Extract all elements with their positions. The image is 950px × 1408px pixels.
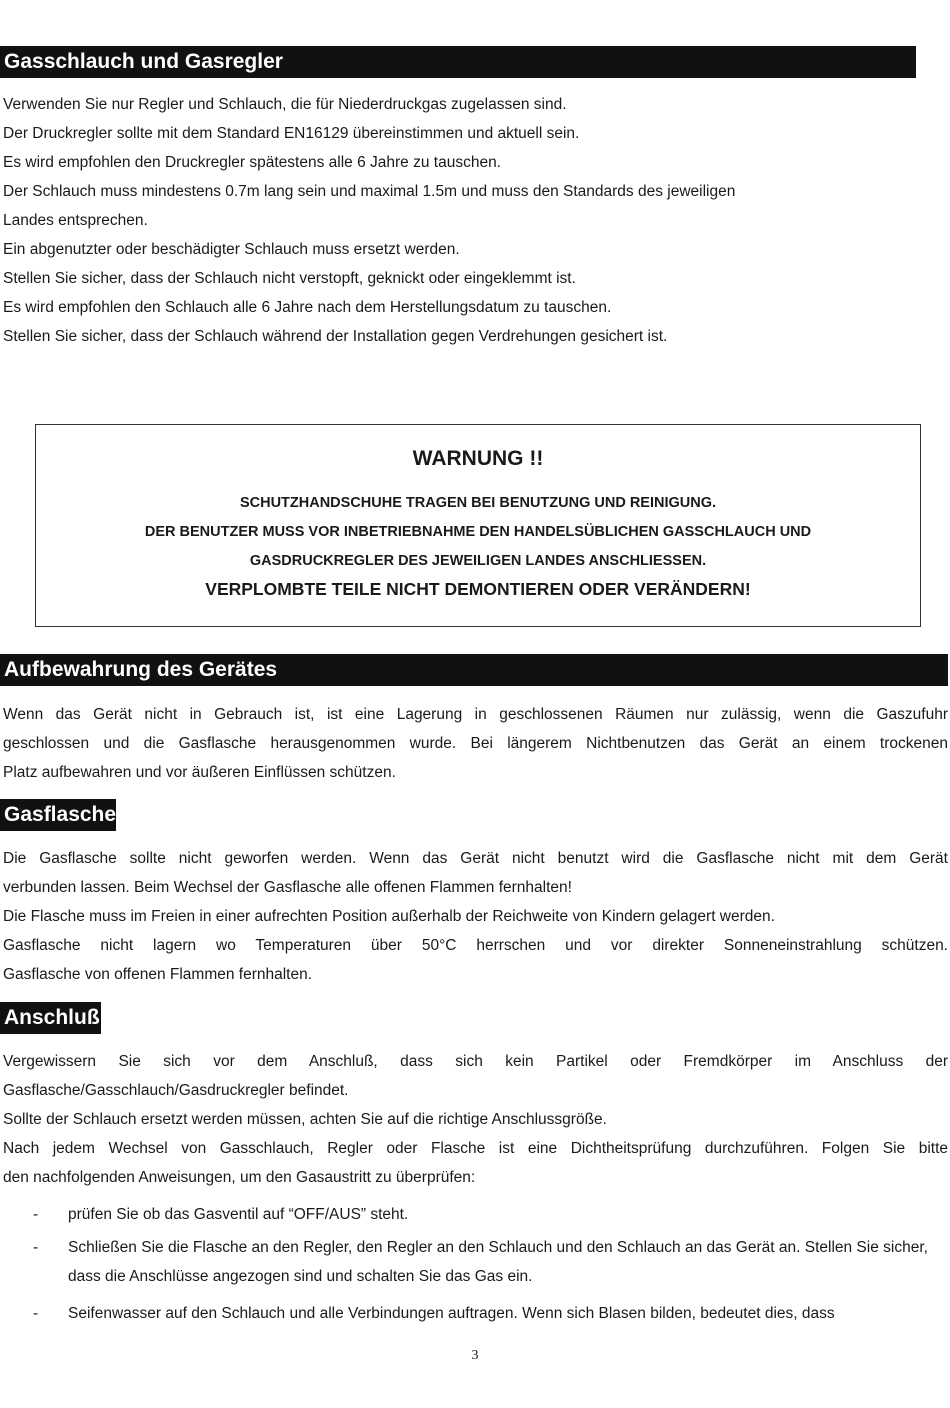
- paragraph-line: Ein abgenutzter oder beschädigter Schlauch muss ersetzt werden.: [3, 241, 460, 258]
- warning-title: WARNUNG !!: [412, 447, 544, 470]
- list-item: [0, 1299, 948, 1328]
- list-item: [0, 1233, 948, 1291]
- section-body-gasschlauch: [3, 90, 948, 351]
- paragraph-line: Vergewissern Sie sich vor dem Anschluß, dass sich kein Partikel oder Fremdkörper im Anschluss der: [3, 1053, 948, 1070]
- section-heading-gasflasche: Gasflasche: [0, 799, 116, 831]
- paragraph-line: Verwenden Sie nur Regler und Schlauch, die für Niederdruckgas zugelassen sind.: [3, 96, 567, 113]
- paragraph-line: Platz aufbewahren und vor äußeren Einflüssen schützen.: [3, 764, 396, 781]
- paragraph-line: Die Flasche muss im Freien in einer aufrechten Position außerhalb der Reichweite von Kindern gelagert werden.: [3, 908, 775, 925]
- paragraph-line: Wenn das Gerät nicht in Gebrauch ist, ist eine Lagerung in geschlossenen Räumen nur zulässig, wenn die Gaszufuhr: [3, 706, 948, 723]
- warning-line-emphasis: VERPLOMBTE TEILE NICHT DEMONTIEREN ODER VERÄNDERN!: [205, 579, 751, 599]
- paragraph-line: Der Schlauch muss mindestens 0.7m lang sein und maximal 1.5m und muss den Standards des jeweiligen: [3, 183, 736, 200]
- paragraph-line: Die Gasflasche sollte nicht geworfen werden. Wenn das Gerät nicht benutzt wird die Gasflasche nicht mit dem Gerät: [3, 850, 948, 867]
- paragraph-line: Gasflasche/Gasschlauch/Gasdruckregler befindet.: [3, 1082, 349, 1099]
- paragraph-line: Sollte der Schlauch ersetzt werden müssen, achten Sie auf die richtige Anschlussgröße.: [3, 1111, 607, 1128]
- paragraph-line: Der Druckregler sollte mit dem Standard EN16129 übereinstimmen und aktuell sein.: [3, 125, 580, 142]
- paragraph-line: Landes entsprechen.: [3, 212, 148, 229]
- section-body-gasflasche: [3, 844, 948, 989]
- page-number: 3: [471, 1348, 479, 1363]
- bullet-dash: -: [33, 1305, 39, 1322]
- section-heading-anschluss: Anschluß: [0, 1002, 101, 1034]
- paragraph-line: Stellen Sie sicher, dass der Schlauch während der Installation gegen Verdrehungen gesichert ist.: [3, 328, 668, 345]
- paragraph-line: Gasflasche nicht lagern wo Temperaturen über 50°C herrschen und vor direkter Sonneneinstrahlung schützen.: [3, 937, 948, 954]
- paragraph-line: geschlossen und die Gasflasche herausgenommen wurde. Bei längerem Nichtbenutzen das Gerät an einem trockenen: [3, 735, 948, 752]
- list-item-text: prüfen Sie ob das Gasventil auf “OFF/AUS” steht.: [68, 1206, 409, 1223]
- warning-line: GASDRUCKREGLER DES JEWEILIGEN LANDES ANSCHLIESSEN.: [249, 553, 707, 569]
- paragraph-line: Es wird empfohlen den Druckregler spätestens alle 6 Jahre zu tauschen.: [3, 154, 501, 171]
- warning-line: DER BENUTZER MUSS VOR INBETRIEBNAHME DEN HANDELSÜBLICHEN GASSCHLAUCH UND: [144, 524, 812, 540]
- paragraph-line: Gasflasche von offenen Flammen fernhalten.: [3, 966, 313, 983]
- list-item-text: Schließen Sie die Flasche an den Regler, den Regler an den Schlauch und den Schlauch an das Gerät an. Stellen Sie sicher, dass die Anschlüsse angezogen sind und schalten Sie das Gas ein.: [68, 1239, 928, 1285]
- paragraph-line: Nach jedem Wechsel von Gasschlauch, Regler oder Flasche ist eine Dichtheitsprüfung durchzuführen. Folgen Sie bitte: [3, 1140, 948, 1157]
- list-item-text: Seifenwasser auf den Schlauch und alle Verbindungen auftragen. Wenn sich Blasen bilden, bedeutet dies, dass: [68, 1305, 835, 1322]
- paragraph-line: verbunden lassen. Beim Wechsel der Gasflasche alle offenen Flammen fernhalten!: [3, 879, 572, 896]
- section-body-aufbewahrung: [3, 700, 948, 787]
- bullet-dash: -: [33, 1206, 39, 1223]
- bullet-dash: -: [33, 1239, 39, 1256]
- section-body-anschluss: [3, 1047, 948, 1192]
- paragraph-line: Es wird empfohlen den Schlauch alle 6 Jahre nach dem Herstellungsdatum zu tauschen.: [3, 299, 612, 316]
- paragraph-line: den nachfolgenden Anweisungen, um den Gasaustritt zu überprüfen:: [3, 1169, 476, 1186]
- section-heading-gasschlauch: Gasschlauch und Gasregler: [0, 46, 916, 78]
- list-item: [0, 1200, 948, 1229]
- section-heading-aufbewahrung: Aufbewahrung des Gerätes: [0, 654, 948, 686]
- paragraph-line: Stellen Sie sicher, dass der Schlauch nicht verstopft, geknickt oder eingeklemmt ist.: [3, 270, 576, 287]
- bullet-list: [0, 1200, 948, 1328]
- warning-box: [35, 424, 921, 627]
- warning-line: SCHUTZHANDSCHUHE TRAGEN BEI BENUTZUNG UND REINIGUNG.: [239, 495, 717, 511]
